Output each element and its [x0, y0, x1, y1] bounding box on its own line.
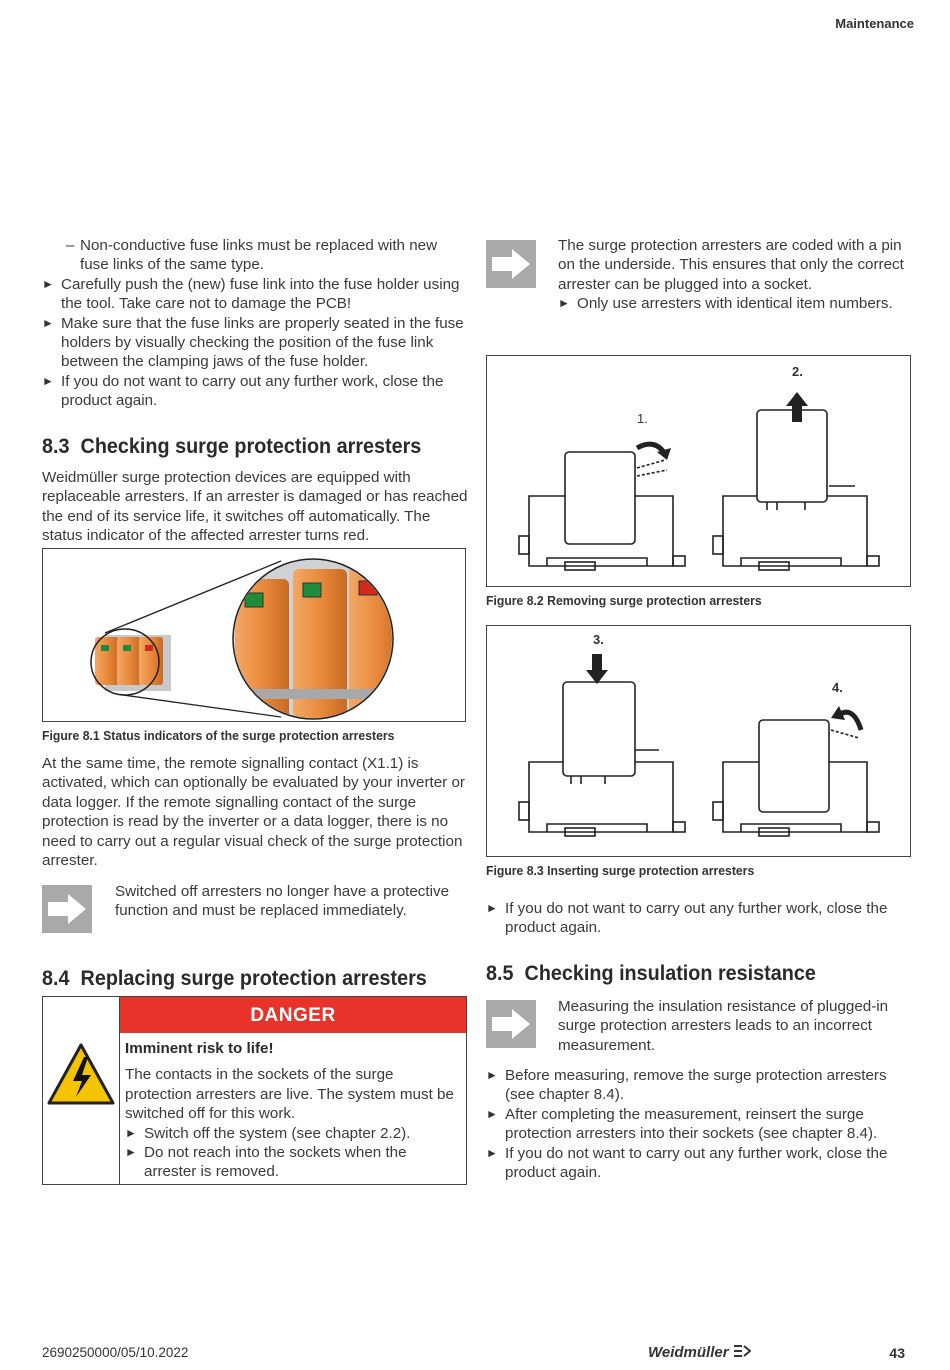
inserting-arrester-illustration — [487, 626, 910, 856]
figure-step-4: 4. — [832, 680, 843, 695]
section-heading-8-3: 8.3 Checking surge protection arresters — [42, 434, 422, 458]
high-voltage-warning-icon — [43, 997, 119, 1184]
danger-icon-cell — [43, 997, 120, 1184]
list-item: ► Switch off the system (see chapter 2.2). — [125, 1124, 411, 1142]
section-heading-8-4: 8.4 Replacing surge protection arresters — [42, 966, 427, 990]
triangle-bullet-icon: ► — [486, 1068, 498, 1082]
figure-8-1 — [42, 548, 466, 722]
list-item: ► If you do not want to carry out any further work, close the product again. — [486, 900, 888, 937]
triangle-bullet-icon: ► — [486, 1145, 498, 1160]
arrow-right-icon — [42, 885, 92, 933]
section-8-3-intro: Weidmüller surge protection devices are equipped with replaceable arresters. If an arrester is damaged or has reached the end of its service life, it switches off automatically. The status indicator of the affected arrester turns red. — [42, 469, 468, 545]
brand-mark-icon — [733, 1344, 751, 1358]
triangle-bullet-icon: ► — [486, 901, 498, 915]
list-item: ► After completing the measurement, reinsert the surge protection arresters into their sockets (see chapter 8.4). — [486, 1105, 878, 1143]
triangle-bullet-icon: ► — [125, 1125, 137, 1140]
section-8-3-para2: At the same time, the remote signalling contact (X1.1) is activated, which can optionally be evaluated by your inverter or data logger. If the remote signalling contact of the surge protection is read by the inverter or a data logger, there is no need to carry out a regular visual check of the surge protection arrester. — [42, 755, 465, 870]
figure-8-3-caption: Figure 8.3 Inserting surge protection arresters — [486, 863, 755, 878]
section-header: Maintenance — [835, 16, 914, 31]
left-top-list — [42, 236, 468, 411]
figure-step-2: 2. — [792, 364, 803, 379]
page-number: 43 — [889, 1345, 905, 1361]
figure-8-1-caption: Figure 8.1 Status indicators of the surge protection arresters — [42, 728, 395, 743]
status-indicator-illustration — [43, 549, 465, 721]
danger-label: DANGER — [120, 997, 466, 1033]
danger-title: Imminent risk to life! — [125, 1040, 274, 1057]
list-item: ► If you do not want to carry out any further work, close the product again. — [42, 372, 444, 410]
danger-body — [125, 1039, 460, 1182]
note-text: Switched off arresters no longer have a protective function and must be replaced immediately. — [115, 883, 450, 920]
triangle-bullet-icon: ► — [558, 296, 570, 311]
brand-logo: Weidmüller — [648, 1344, 751, 1361]
arrow-right-icon — [486, 240, 536, 288]
list-item: ► Carefully push the (new) fuse link into the fuse holder using the tool. Take care not to damage the PCB! — [42, 275, 460, 313]
triangle-bullet-icon: ► — [42, 373, 54, 388]
danger-box — [42, 996, 467, 1185]
list-item: ► Make sure that the fuse links are properly seated in the fuse holders by visually checking the position of the fuse link between the clamping jaws of the fuse holder. — [42, 314, 464, 371]
arrow-right-icon — [486, 1000, 536, 1048]
triangle-bullet-icon: ► — [486, 1106, 498, 1121]
triangle-bullet-icon: ► — [42, 276, 54, 291]
doc-number: 2690250000/05/10.2022 — [42, 1345, 189, 1360]
figure-8-2-caption: Figure 8.2 Removing surge protection arresters — [486, 593, 762, 608]
section-heading-8-5: 8.5 Checking insulation resistance — [486, 961, 816, 985]
list-item: ► Do not reach into the sockets when the arrester is removed. — [125, 1144, 407, 1181]
removing-arrester-illustration — [487, 356, 910, 586]
figure-8-2 — [486, 355, 911, 587]
figure-step-1: 1. — [637, 411, 648, 426]
danger-text: The contacts in the sockets of the surge protection arresters are live. The system must be switched off for this work. — [125, 1066, 454, 1123]
triangle-bullet-icon: ► — [42, 315, 54, 330]
triangle-bullet-icon: ► — [125, 1145, 137, 1160]
list-item: ► If you do not want to carry out any further work, close the product again. — [486, 1144, 888, 1182]
list-item: ► Before measuring, remove the surge protection arresters (see chapter 8.4). — [486, 1067, 887, 1104]
figure-step-3: 3. — [593, 632, 604, 647]
figure-8-3 — [486, 625, 911, 857]
right-top-note — [558, 236, 908, 314]
note-text: The surge protection arresters are coded with a pin on the underside. This ensures that only the correct arrester can be plugged into a socket. — [558, 237, 904, 293]
section-8-5-list — [486, 1066, 908, 1182]
note-text: Measuring the insulation resistance of plugged-in surge protection arresters leads to an incorrect measurement. — [558, 998, 889, 1054]
dash-item: – Non-conductive fuse links must be replaced with new fuse links of the same type. — [66, 237, 438, 274]
list-item: ► Only use arresters with identical item numbers. — [558, 295, 893, 313]
right-bullet-after — [486, 899, 908, 938]
